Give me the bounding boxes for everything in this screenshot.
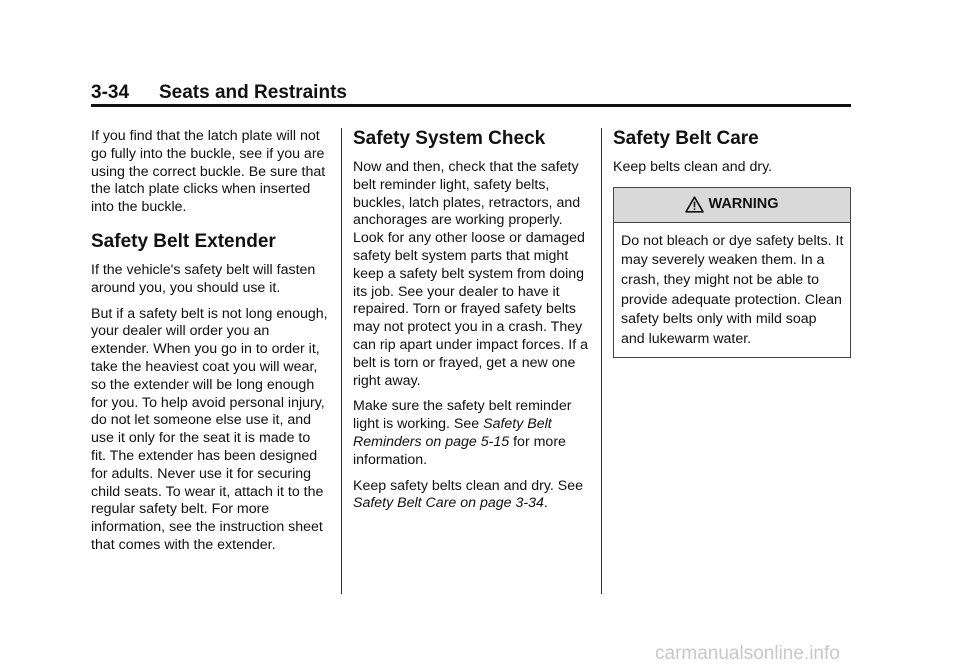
warning-triangle-icon [685,196,704,213]
warning-body: Do not bleach or dye safety belts. It may severely weaken them. In a crash, they might not be able to provide adequate protection. Clean safety belts only with mild soap and lukewarm water. [621,232,844,347]
watermark: carmanualsonline.info [655,643,840,664]
column-1 [91,128,329,563]
latch-plate-paragraph: If you find that the latch plate will not go fully into the buckle, see if you are using the correct buckle. Be sure that the latch plate clicks when inserted into the buckle. [91,128,326,216]
safety-belt-care-heading: Safety Belt Care [613,128,759,149]
column-2 [353,128,593,521]
column-divider-2 [601,128,602,594]
reminder-text: Make sure the safety belt reminder light is working. See [353,398,572,433]
page-number: 3-34 [91,82,130,103]
clean-dry-text: Keep safety belts clean and dry. See [353,477,584,494]
reminder-light-paragraph [353,398,593,469]
system-check-paragraph: Now and then, check that the safety belt reminder light, safety belts, buckles, latch plates, retractors, and anchorages are working properly. Look for any other loose or damaged safety belt system parts that might keep a safety belt system from doing its job. See your dealer to have it repaired. Torn or frayed safety belts may not protect you in a crash. They can rip apart under impact forces. If a belt is torn or frayed, get a new one right away. [353,159,588,389]
header-rule [91,104,851,107]
reminders-page-link[interactable]: Safety Belt Reminders on page 5-15 [353,416,552,450]
safety-belt-extender-heading: Safety Belt Extender [91,230,276,252]
section-title: Seats and Restraints [159,82,347,103]
warning-header [614,188,850,223]
warning-box [613,187,851,359]
clean-dry-text-end: . [543,495,548,512]
extender-intro-paragraph: If the vehicle's safety belt will fasten around you, you should use it. [91,261,316,296]
page-header [91,82,347,104]
reminder-text-end: for more information. [353,433,566,468]
belt-care-paragraph: Keep belts clean and dry. [613,159,773,175]
clean-dry-paragraph [353,478,593,514]
belt-care-page-link[interactable]: Safety Belt Care on page 3-34 [353,495,544,512]
column-3 [613,128,851,358]
warning-title: WARNING [708,195,779,212]
safety-system-check-heading: Safety System Check [353,128,546,149]
extender-detail-paragraph: But if a safety belt is not long enough, your dealer will order you an extender. When you go in to order it, take the heaviest coat you will wear, so the extender will be long enough for you. To help avoid personal injury, do not let someone else use it, and use it only for the seat it is made to fit. The extender has been designed for adults. Never use it for securing child seats. To wear it, attach it to the regular safety belt. For more information, see the instruction sheet that comes with the extender. [91,305,328,553]
column-divider-1 [341,128,342,594]
